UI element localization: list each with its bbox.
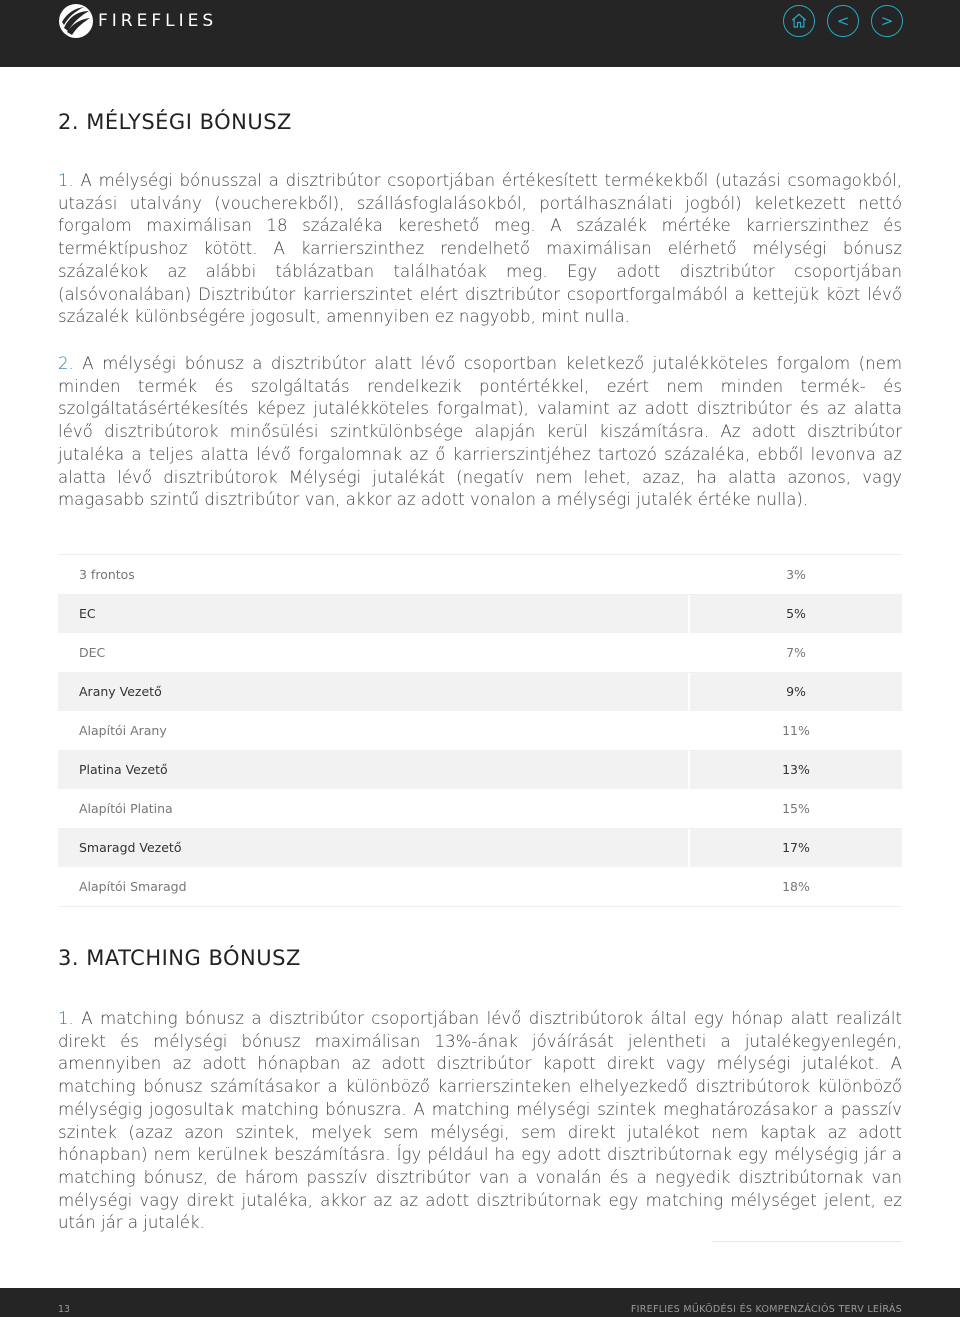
table-row	[58, 555, 902, 595]
paragraph-number: 1.	[58, 171, 74, 190]
section-title-depth-bonus: 2. MÉLYSÉGI BÓNUSZ	[58, 110, 292, 134]
paragraph-text: A mélységi bónusszal a disztribútor csoportjában értékesített termékekből (utazási csomagokból, utazási utalvány (voucherekből), szállásfoglalásokból, portálhasználati jogból) keletkezett nettó forgalom maximálisan 18 százaléka kereshető meg. A százalék mértéke karrierszinthez és terméktípushoz kötött. A karrierszinthez rendelhető maximálisan elérhető mélységi bónusz százalékok az alábbi táblázatban találhatóak meg. Egy adott disztribútor csoportjában (alsóvonalában) Disztribútor karrierszintet elért disztribútor csoportforgalmából a kettejük közt lévő százalék különbségére jogosult, amennyiben ez nagyobb, mint nulla.	[58, 171, 902, 327]
bonus-percent: 18%	[782, 878, 810, 894]
logo-text: FIREFLIES	[98, 11, 218, 31]
table-row	[58, 829, 902, 868]
previous-page-button[interactable]: <	[827, 5, 859, 37]
page-navigation	[783, 5, 903, 37]
home-button[interactable]	[783, 5, 815, 37]
bonus-percent: 7%	[786, 644, 806, 660]
home-icon	[790, 12, 808, 30]
bonus-percent: 15%	[782, 800, 810, 816]
bonus-percent: 17%	[782, 840, 810, 856]
career-level: Arany Vezető	[58, 673, 690, 712]
logo[interactable]	[58, 3, 217, 39]
career-level: Platina Vezető	[58, 751, 690, 790]
table-row	[58, 633, 902, 673]
bonus-percent: 11%	[782, 722, 810, 738]
document-title: FIREFLIES MŰKÖDÉSI ÉS KOMPENZÁCIÓS TERV LEÍRÁS	[630, 1304, 902, 1315]
top-bar	[0, 0, 960, 67]
paragraph-number: 2.	[58, 354, 74, 373]
paragraph-text: A mélységi bónusz a disztribútor alatt lévő csoportban keletkező jutalékköteles forgalom (nem minden termék és szolgáltatás rendelkezik pontértékkel, ezért nem minden termék- és szolgáltatásértékesítés képez jutalékköteles forgalmat), valamint az adott disztribútor és az alatta lévő disztribútorok minősülési szintkülönbsége alapján kerül kiszámításra. Az adott disztribútor jutaléka a teljes alatta lévő forgalomnak az ő karrierszintjéhez tartozó százaléka, ebből levonva az alatta lévő disztribútorok Mélységi jutalékát (negatív nem lehet, azaz, ha alatta azonos, vagy magasabb szintű disztribútor van, akkor az adott vonalon a mélységi jutalék értéke nulla).	[58, 354, 902, 510]
career-level: DEC	[79, 644, 106, 660]
paragraph-number: 1.	[58, 1009, 74, 1028]
career-level: EC	[58, 595, 690, 634]
career-level: Smaragd Vezető	[58, 829, 690, 868]
table-row	[58, 595, 902, 634]
depth-bonus-table	[58, 554, 902, 907]
section-title-matching-bonus: 3. MATCHING BÓNUSZ	[58, 946, 301, 970]
matching-bonus-paragraph-1	[58, 1008, 902, 1235]
bonus-percent: 9%	[786, 684, 806, 700]
bonus-percent: 3%	[786, 566, 806, 582]
paragraph-text: A matching bónusz a disztribútor csoportjában lévő disztribútorok által egy hónap alatt realizált direkt és mélységi bónusz maximálisan 13%-ának jóváírását jelentheti a jutalékegyenlegén, amennyiben az adott hónapban az adott disztribútor kapott direkt vagy mélységi jutalékot. A matching bónusz számításakor a különböző karrierszinteken elhelyezkedő disztribútorok különböző mélységig jogosultak matching bónuszra. A matching mélységi szintek meghatározásakor a passzív szintek (azaz azon szintek, melyek sem mélységi, sem direkt jutalékot nem kaptak az adott hónapban) nem kerülnek beszámításra. Így például ha egy adott disztribútornak egy mélységig jár a matching bónusz, de három passzív disztribútor van a vonalán és a negyedik disztribútornak van mélységi vagy direkt jutaléka, akkor az az adott disztribútornak egy matching mélységet jelent, ez után jár a jutalék.	[58, 1009, 902, 1233]
divider	[712, 1241, 902, 1242]
page-footer	[0, 1288, 960, 1317]
bonus-percent: 5%	[786, 606, 806, 622]
depth-bonus-paragraph-1	[58, 170, 902, 329]
depth-bonus-paragraph-2	[58, 353, 902, 512]
career-level: Alapítói Platina	[79, 800, 173, 816]
career-level: Alapítói Smaragd	[79, 878, 187, 894]
next-page-button[interactable]: >	[871, 5, 903, 37]
career-level: Alapítói Arany	[79, 722, 167, 738]
table-row	[58, 789, 902, 829]
bonus-percent: 13%	[782, 762, 810, 778]
fireflies-logo-icon	[58, 3, 94, 39]
table-row	[58, 867, 902, 907]
table-row	[58, 673, 902, 712]
page-number: 13	[58, 1304, 71, 1315]
table-row	[58, 711, 902, 751]
career-level: 3 frontos	[79, 566, 135, 582]
table-row	[58, 751, 902, 790]
